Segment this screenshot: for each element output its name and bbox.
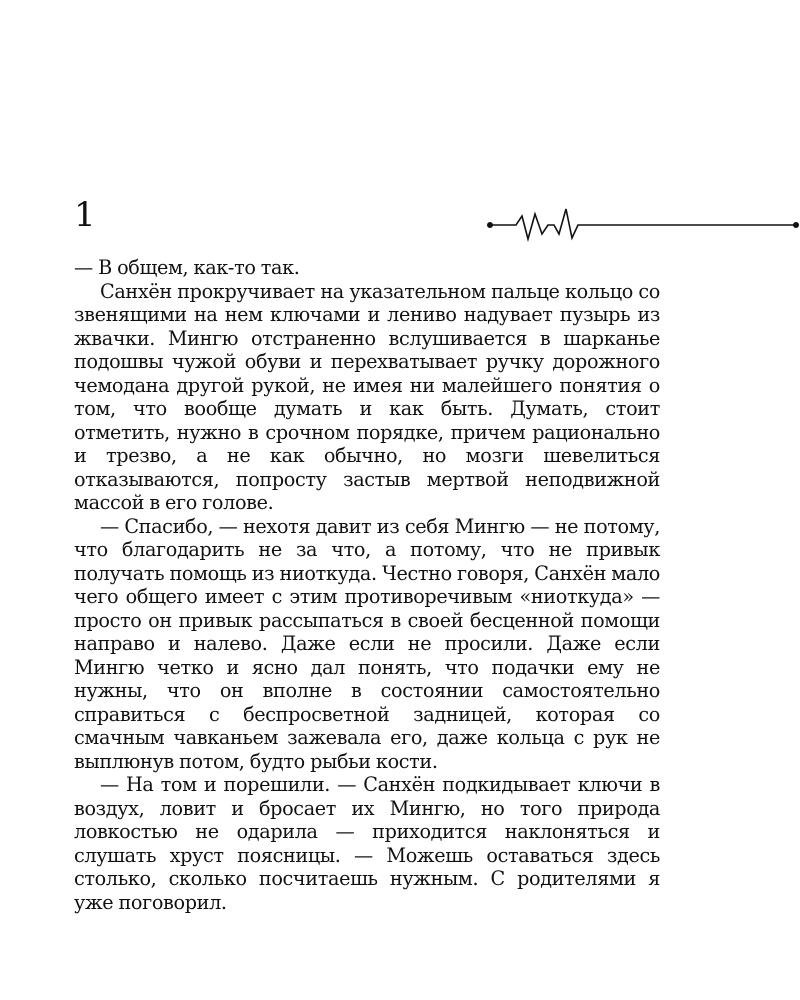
heartbeat-trace <box>490 209 796 239</box>
paragraph-2: Санхён прокручивает на указательном пальце кольцо со звенящими на нем ключами и лениво надувает пузырь из жвачки. Мингю отстраненно вслушивается в шарканье подошвы чужой обуви и перехватывает ручку дорожного чемодана другой рукой, не имея ни малейшего понятия о том, что вообще думать и как быть. Думать, стоит отметить, нужно в срочном порядке, причем рационально и трезво, а не как обычно, но мозги шевелиться отказываются, попросту застыв мертвой неподвижной массой в его голове. <box>74 279 660 514</box>
heartbeat-end-dot <box>793 222 799 228</box>
paragraph-4: — На том и порешили. — Санхён подкидывает ключи в воздух, ловит и бросает их Мингю, но того природа ловкостью не одарила — приходится наклоняться и слушать хруст поясницы. — Можешь оставаться здесь столько, сколько посчитаешь нужным. С родителями я уже поговорил. <box>74 773 660 914</box>
paragraph-3: — Спасибо, — нехотя давит из себя Мингю — не потому, что благодарить не за что, а потому, что не привык получать помощь из ниоткуда. Честно говоря, Санхён мало чего общего имеет с этим противоречивым «ниоткуда» — просто он привык рассыпаться в своей бесценной помощи направо и налево. Даже если не просили. Даже если Мингю четко и ясно дал понять, что подачки ему не нужны, что он вполне в состоянии самостоятельно справиться с беспросветной задницей, которая со смачным чавканьем зажевала его, даже кольца с рук не выплюнув потом, будто рыбьи кости. <box>74 514 660 773</box>
paragraph-1: — В общем, как-то так. <box>74 256 300 279</box>
heartbeat-line-icon <box>486 204 800 246</box>
body-text <box>74 256 660 914</box>
chapter-number: 1 <box>74 195 96 235</box>
